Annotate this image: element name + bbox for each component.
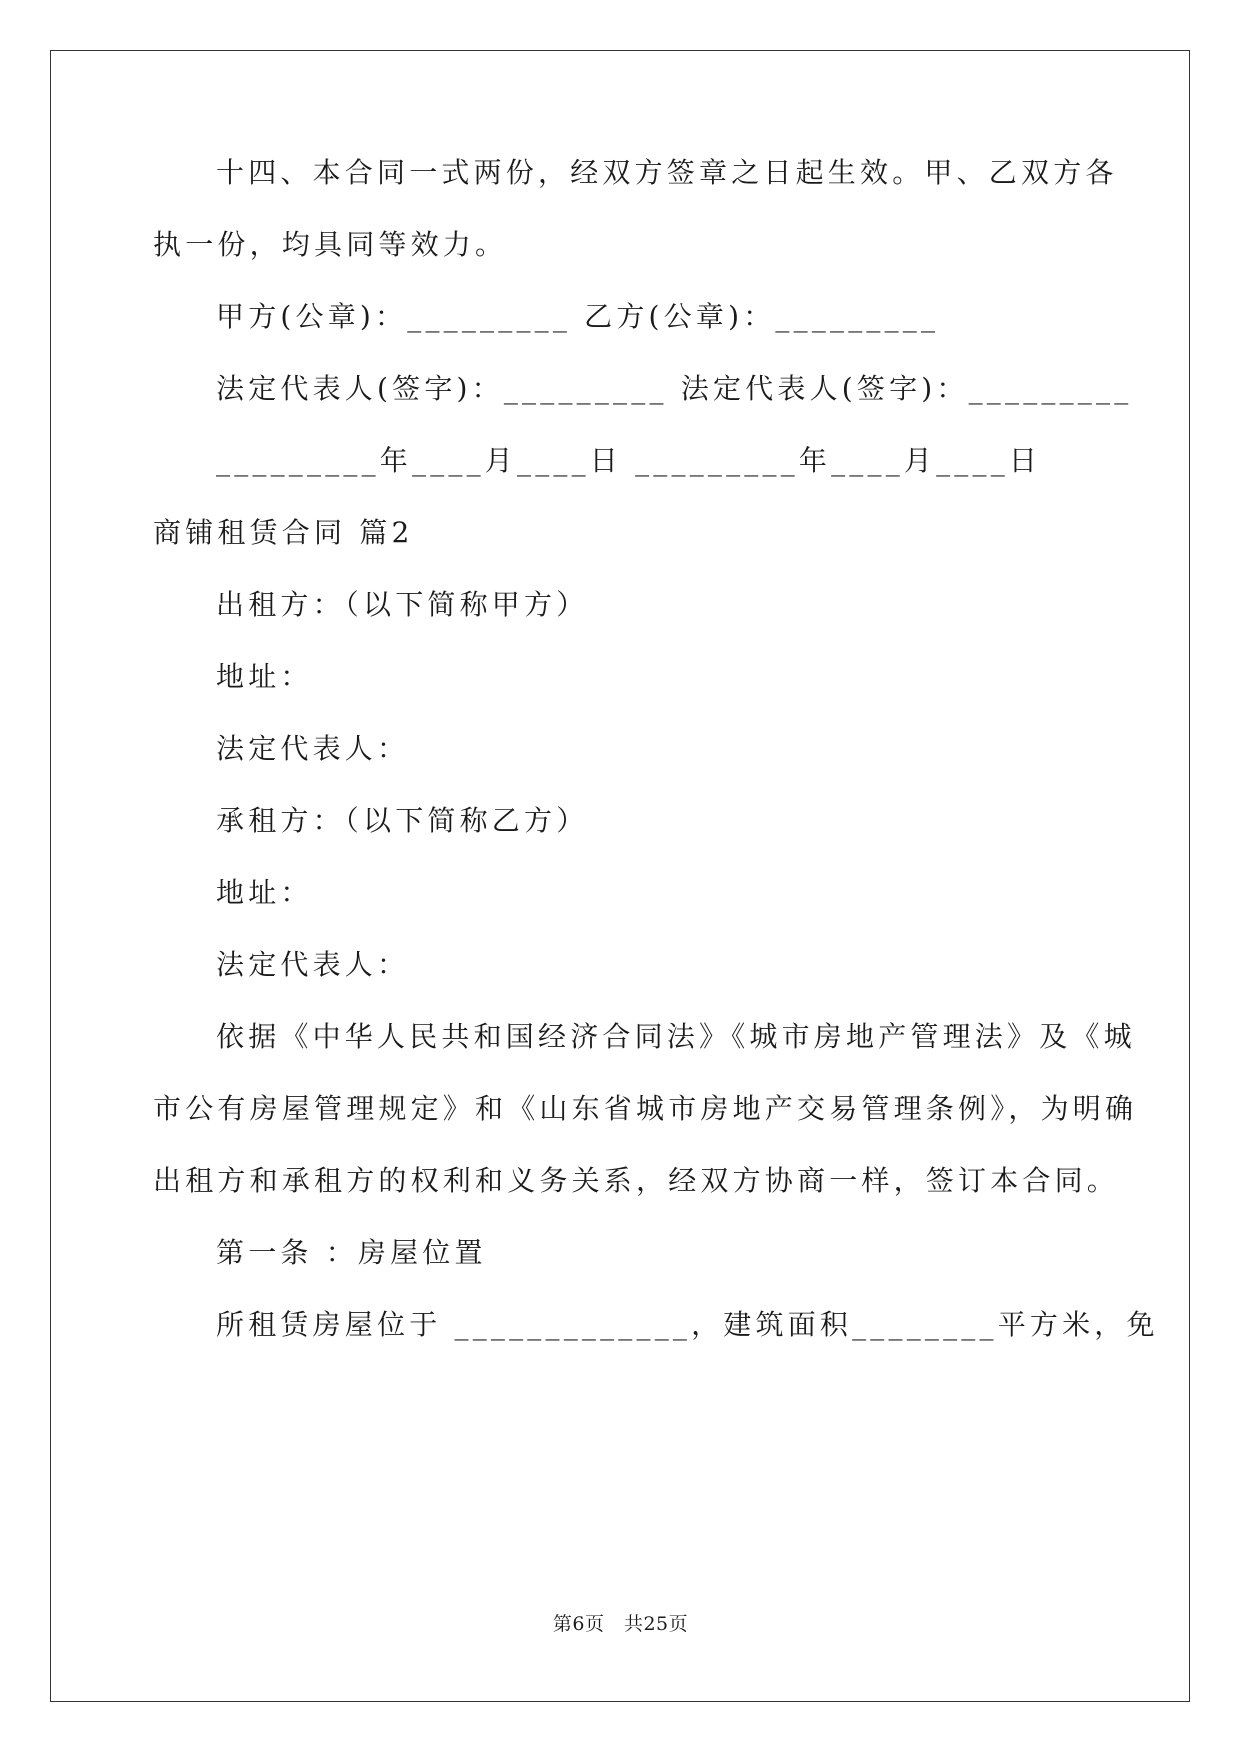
- text-line: 所租赁房屋位于 _____________，建筑面积________平方米，免: [216, 1308, 1159, 1341]
- text-line: 出租方和承租方的权利和义务关系，经双方协商一样，签订本合同。: [153, 1164, 1120, 1197]
- text-line: 法定代表人：: [216, 948, 410, 981]
- text-line: 承租方：（以下简称乙方）: [216, 804, 589, 837]
- text-line: 地址：: [216, 876, 313, 909]
- text-line: 地址：: [216, 660, 313, 693]
- article-heading: 第一条 ：房屋位置: [216, 1236, 487, 1269]
- signature-line-seal: 甲方(公章)：_________ 乙方(公章)：_________: [216, 300, 940, 333]
- signature-line-representative: 法定代表人(签字)：_________ 法定代表人(签字)：_________: [216, 372, 1133, 405]
- signature-line-date: _________年____月____日 _________年____月____日: [216, 444, 1042, 477]
- page-number-footer: 第6页 共25页: [552, 1613, 689, 1635]
- text-line: 依据《中华人民共和国经济合同法》《城市房地产管理法》及《城: [216, 1020, 1136, 1053]
- text-line: 十四、本合同一式两份，经双方签章之日起生效。甲、乙双方各: [216, 156, 1118, 189]
- text-line: 出租方：（以下简称甲方）: [216, 588, 589, 621]
- text-line: 执一份，均具同等效力。: [153, 228, 508, 261]
- text-line: 法定代表人：: [216, 732, 410, 765]
- text-line: 市公有房屋管理规定》和《山东省城市房地产交易管理条例》，为明确: [153, 1092, 1138, 1125]
- section-heading: 商铺租赁合同 篇2: [153, 516, 414, 549]
